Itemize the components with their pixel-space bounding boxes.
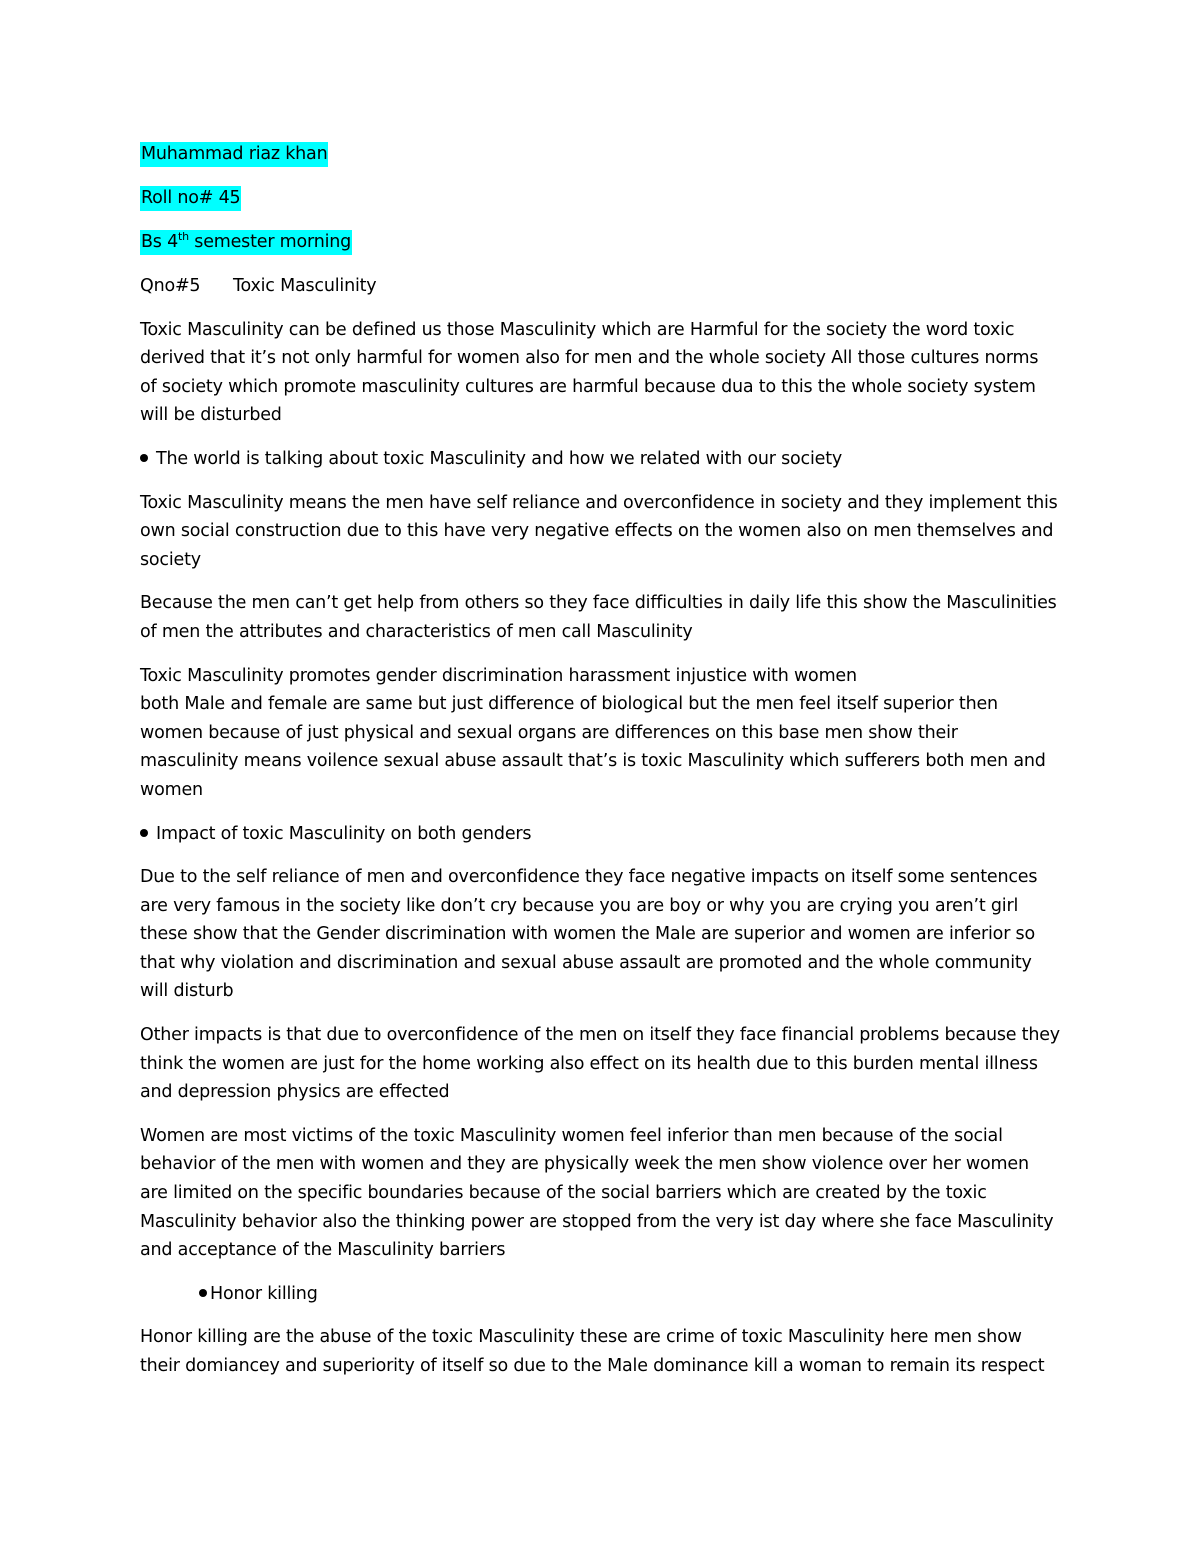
question-heading — [140, 272, 1060, 301]
bullet-text: The world is talking about toxic Masculinity and how we related with our society — [156, 448, 843, 469]
roll-number-line — [140, 184, 1060, 213]
document-body — [140, 140, 1060, 1396]
semester-prefix: Bs 4 — [141, 232, 179, 252]
student-name: Muhammad riaz khan — [140, 142, 328, 167]
student-name-line — [140, 140, 1060, 169]
bullet-text: Honor killing — [210, 1283, 318, 1304]
paragraph-definition: Toxic Masculinity can be defined us those Masculinity which are Harmful for the society the word toxic derived that it’s not only harmful for women also for men and the whole society All those cultures norms of society which promote masculinity cultures are harmful because dua to this the whole society system will be disturbed — [140, 319, 1039, 426]
paragraph-other-impacts: Other impacts is that due to overconfidence of the men on itself they face financial problems because they think the women are just for the home working also effect on its health due to this burden mental illness and depression physics are effected — [140, 1025, 1060, 1103]
semester-suffix: semester morning — [188, 232, 352, 252]
roll-number: Roll no# 45 — [140, 186, 241, 211]
bullet-dot-icon — [199, 1289, 207, 1297]
bullet-dot-icon — [140, 454, 148, 462]
semester-info — [140, 230, 352, 255]
paragraph-self-reliance: Due to the self reliance of men and overconfidence they face negative impacts on itself some sentences are very famous in the society like don’t cry because you are boy or why you are crying you aren’t girl these show that the Gender discrimination with women the Male are superior and women are inferior so that why violation and discrimination and sexual abuse assault are promoted and the whole community will disturb — [140, 867, 1038, 1002]
bullet-text: Impact of toxic Masculinity on both genders — [156, 823, 532, 844]
bullet-world-talking — [140, 445, 1060, 474]
question-title: Toxic Masculinity — [233, 276, 377, 296]
semester-line — [140, 228, 1060, 257]
paragraph-honor-killing: Honor killing are the abuse of the toxic Masculinity these are crime of toxic Masculinity here men show their domiancey and superiority of itself so due to the Male dominance kill a woman to remain its respect — [140, 1327, 1045, 1376]
paragraph-discrimination-rest: both Male and female are same but just difference of biological but the men feel itself superior then women because of just physical and sexual organs are differences on this base men show their masculinity means voilence sexual abuse assault that’s is toxic Masculinity which sufferers both men and women — [140, 694, 1046, 800]
semester-superscript: th — [178, 230, 189, 244]
paragraph-discrimination-first-line: Toxic Masculinity promotes gender discrimination harassment injustice with women — [140, 665, 857, 686]
paragraph-discrimination — [140, 662, 1060, 805]
question-number: Qno#5 — [140, 276, 201, 296]
bullet-honor-killing — [140, 1280, 1060, 1309]
paragraph-meaning: Toxic Masculinity means the men have self reliance and overconfidence in society and they implement this own social construction due to this have very negative effects on the women also on men themselves and society — [140, 492, 1058, 570]
paragraph-women-victims: Women are most victims of the toxic Masculinity women feel inferior than men because of the social behavior of the men with women and they are physically week the men show violence over her women are limited on the specific boundaries because of the social barriers which are created by the toxic Masculinity behavior also the thinking power are stopped from the very ist day where she face Masculinity and acceptance of the Masculinity barriers — [140, 1125, 1054, 1261]
bullet-impact — [140, 820, 1060, 849]
bullet-dot-icon — [140, 829, 148, 837]
paragraph-help: Because the men can’t get help from others so they face difficulties in daily life this show the Masculinities of men the attributes and characteristics of men call Masculinity — [140, 593, 1057, 642]
